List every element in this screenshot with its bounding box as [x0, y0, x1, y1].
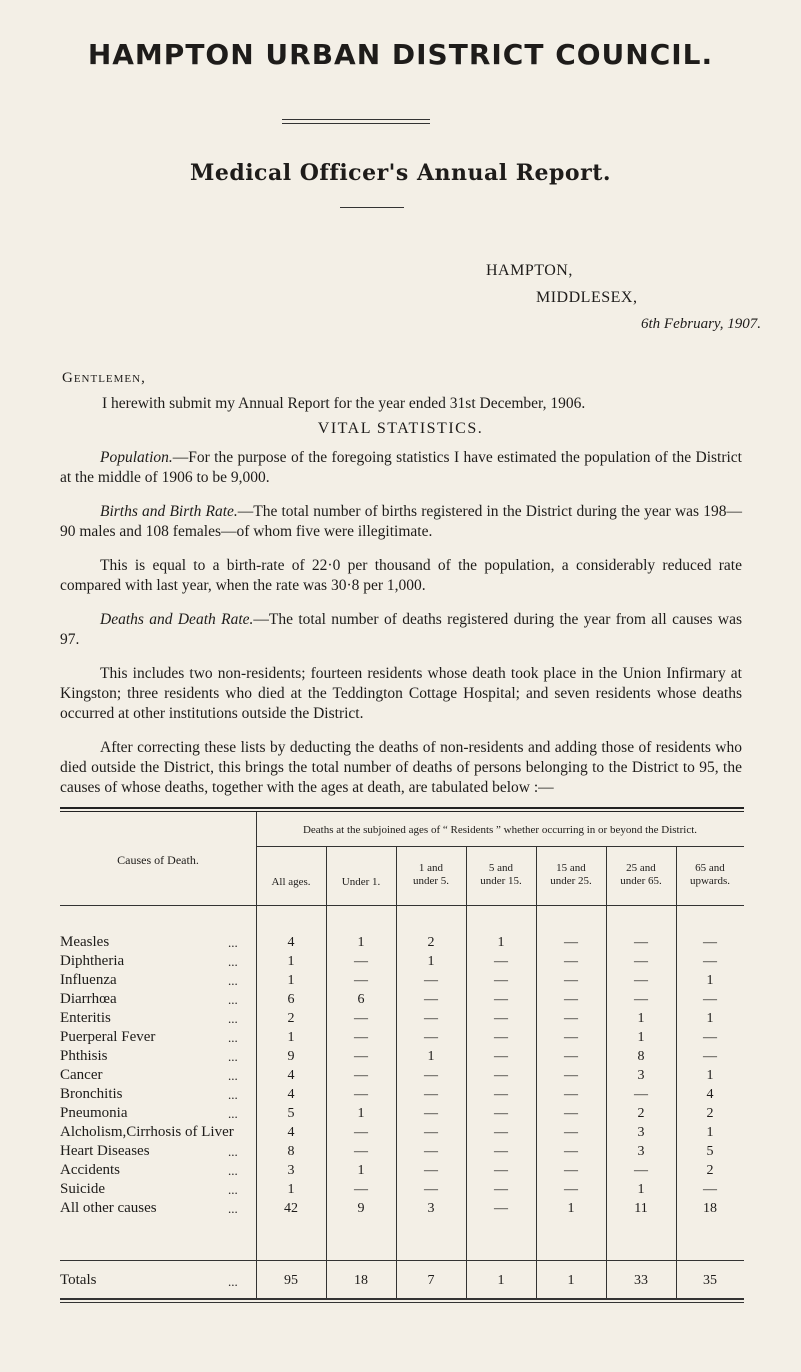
total-cell: 1 [497, 1273, 505, 1288]
table-cell: — [494, 1030, 508, 1045]
birthrate-paragraph: This is equal to a birth-rate of 22·0 per thousand of the population, a considerably reduced rate compared with last year, when the rate was 30·8 per 1,000. [60, 557, 742, 594]
table-cell: 3 [637, 1144, 645, 1159]
table-cell: — [703, 1030, 717, 1045]
cause-name: Measles [60, 934, 110, 950]
table-cell: — [703, 935, 717, 950]
column-header-line: Under 1. [341, 876, 381, 888]
leader-dots: ... [228, 1201, 238, 1216]
table-bottom-rule-thin [60, 1302, 744, 1303]
table-cell: — [354, 954, 368, 969]
double-rule-bottom [282, 123, 430, 124]
cause-name: Diarrhœa [60, 991, 117, 1007]
cause-name: Influenza [60, 972, 117, 988]
table-cell: 1 [497, 935, 505, 950]
births-label: Births and Birth Rate. [100, 503, 238, 520]
births-paragraph [60, 502, 742, 542]
deaths-label: Deaths and Death Rate. [100, 611, 254, 628]
short-rule [340, 207, 404, 208]
table-cell: 4 [287, 1087, 295, 1102]
table-cell: 1 [706, 1068, 714, 1083]
table-cell: — [564, 1011, 578, 1026]
total-cell: 7 [427, 1273, 435, 1288]
table-cell: — [424, 1182, 438, 1197]
table-cell: 1 [287, 973, 295, 988]
report-title: Medical Officer's Annual Report. [189, 160, 612, 186]
cause-column-header: Causes of Death. [117, 853, 199, 867]
table-cell: — [354, 1068, 368, 1083]
cause-name: Alcholism,Cirrhosis of Liver [60, 1124, 234, 1140]
total-cell: 95 [284, 1273, 298, 1288]
column-header-line: 5 and [488, 862, 514, 874]
table-cell: 11 [634, 1201, 648, 1216]
table-cell: — [564, 1163, 578, 1178]
cause-name: Heart Diseases [60, 1143, 150, 1159]
totals-label: Totals [60, 1272, 97, 1288]
column-header [676, 862, 744, 888]
leader-dots: ... [228, 954, 238, 969]
table-cell: — [494, 1163, 508, 1178]
column-header-line: under 5. [412, 875, 450, 887]
table-cell: — [424, 1011, 438, 1026]
table-cell: 1 [357, 1106, 365, 1121]
table-cell: 3 [637, 1068, 645, 1083]
table-cell: — [354, 1030, 368, 1045]
table-cell: 42 [284, 1201, 298, 1216]
table-cell: 3 [637, 1125, 645, 1140]
table-cell: — [494, 954, 508, 969]
cause-name: Diphtheria [60, 953, 125, 969]
column-header-line: under 65. [620, 875, 662, 887]
column-header [466, 862, 536, 888]
table-cell: 4 [287, 1068, 295, 1083]
table-cell: — [494, 1144, 508, 1159]
table-cell: — [354, 1182, 368, 1197]
table-cell: 1 [357, 935, 365, 950]
column-header-line: 25 and [626, 862, 656, 874]
table-cell: — [564, 1068, 578, 1083]
nonresidents-paragraph: This includes two non-residents; fourteen residents whose death took place in the Union Infirmary at Kingston; three residents who died at the Teddington Cottage Hospital; and seven residents whose deaths occurred at other institutions outside the District. [60, 665, 742, 722]
leader-dots: ... [228, 935, 238, 950]
leader-dots: ... [228, 1182, 238, 1197]
table-cell: — [703, 954, 717, 969]
column-header-line: All ages. [271, 876, 311, 888]
table-cell: — [424, 992, 438, 1007]
column-header-line: 15 and [556, 862, 586, 874]
cause-name: Bronchitis [60, 1086, 123, 1102]
table-cell: 2 [706, 1163, 714, 1178]
table-cell: 1 [287, 954, 295, 969]
table-cell: 4 [287, 935, 295, 950]
table-cell: — [354, 973, 368, 988]
header-bottom-rule [60, 905, 744, 906]
cause-name: Accidents [60, 1162, 120, 1178]
table-cell: 3 [427, 1201, 435, 1216]
total-cell: 18 [354, 1273, 368, 1288]
table-cell: 1 [637, 1182, 645, 1197]
table-cell: 1 [706, 973, 714, 988]
column-header [536, 862, 606, 888]
table-cell: — [354, 1049, 368, 1064]
cause-name: Phthisis [60, 1048, 108, 1064]
table-cell: 1 [287, 1030, 295, 1045]
intro-paragraph: I herewith submit my Annual Report for the year ended 31st December, 1906. [102, 395, 586, 412]
column-header-line: 65 and [695, 862, 725, 874]
age-group-header: Deaths at the subjoined ages of “ Residents ” whether occurring in or beyond the District. [302, 824, 698, 836]
table-cell: — [354, 1011, 368, 1026]
table-cell: — [494, 1011, 508, 1026]
salutation: Gentlemen, [62, 370, 146, 386]
table-cell: — [424, 1125, 438, 1140]
table-cell: 5 [706, 1144, 714, 1159]
table-cell: — [354, 1144, 368, 1159]
table-cell: 4 [706, 1087, 714, 1102]
total-cell: 1 [567, 1273, 575, 1288]
leader-dots: ... [228, 1030, 238, 1045]
column-header-line: under 15. [480, 875, 522, 887]
cause-name: Pneumonia [60, 1105, 128, 1121]
table-cell: — [494, 1087, 508, 1102]
table-cell: 1 [287, 1182, 295, 1197]
table-bottom-rule [60, 1298, 744, 1300]
table-cell: — [494, 1106, 508, 1121]
table-cell: — [424, 1163, 438, 1178]
corrected-paragraph: After correcting these lists by deducting the deaths of non-residents and adding those of residents who died outside the District, this brings the total number of deaths of persons belonging to the District to 95, the causes of whose deaths, together with the ages at death, are tabulated below :— [60, 739, 742, 796]
table-cell: 9 [287, 1049, 295, 1064]
leader-dots: ... [228, 1106, 238, 1121]
table-cell: 3 [287, 1163, 295, 1178]
leader-dots: ... [228, 973, 238, 988]
table-cell: — [354, 1125, 368, 1140]
table-cell: 1 [706, 1125, 714, 1140]
table-cell: 1 [706, 1011, 714, 1026]
cause-name: Suicide [60, 1181, 105, 1197]
column-header [326, 876, 396, 889]
leader-dots: ... [228, 1068, 238, 1083]
column-header-line: 1 and [418, 862, 444, 874]
table-cell: 1 [637, 1030, 645, 1045]
births-text: —The total number of births registered in the District during the year was 198—90 males and 108 females—of whom five were illegitimate. [60, 503, 742, 540]
leader-dots: ... [228, 1087, 238, 1102]
total-cell: 33 [634, 1273, 648, 1288]
table-cell: — [494, 1125, 508, 1140]
table-cell: — [354, 1087, 368, 1102]
table-cell: — [634, 1163, 648, 1178]
table-cell: — [494, 973, 508, 988]
table-cell: — [564, 1144, 578, 1159]
table-cell: — [634, 954, 648, 969]
table-cell: 18 [703, 1201, 717, 1216]
total-cell: 35 [703, 1273, 717, 1288]
table-cell: 6 [287, 992, 295, 1007]
population-text: —For the purpose of the foregoing statistics I have estimated the population of the District at the middle of 1906 to be 9,000. [60, 449, 742, 486]
table-cell: — [703, 992, 717, 1007]
table-cell: — [564, 1087, 578, 1102]
leader-dots: ... [228, 1049, 238, 1064]
table-cell: 9 [357, 1201, 365, 1216]
table-cell: 1 [427, 954, 435, 969]
cause-name: All other causes [60, 1200, 157, 1216]
column-header [396, 862, 466, 888]
table-top-rule-thin [60, 811, 744, 812]
table-cell: 2 [427, 935, 435, 950]
table-cell: — [634, 973, 648, 988]
age-group-rule [256, 846, 744, 847]
table-cell: — [564, 954, 578, 969]
table-cell: 1 [637, 1011, 645, 1026]
cause-name: Cancer [60, 1067, 103, 1083]
table-cell: — [494, 992, 508, 1007]
table-cell: — [634, 935, 648, 950]
table-cell: 1 [357, 1163, 365, 1178]
table-cell: — [424, 1068, 438, 1083]
population-label: Population. [100, 449, 173, 466]
table-cell: — [494, 1182, 508, 1197]
table-cell: — [703, 1182, 717, 1197]
table-cell: — [564, 1030, 578, 1045]
column-header [606, 862, 676, 888]
table-cell: 8 [287, 1144, 295, 1159]
table-top-rule [60, 807, 744, 809]
table-cell: — [703, 1049, 717, 1064]
table-cell: — [564, 1106, 578, 1121]
column-header-line: upwards. [689, 875, 731, 887]
address-line-1: HAMPTON, [486, 262, 573, 279]
table-cell: — [564, 935, 578, 950]
table-cell: — [424, 1030, 438, 1045]
table-cell: — [424, 1087, 438, 1102]
leader-dots: ... [228, 992, 238, 1007]
table-cell: — [564, 992, 578, 1007]
table-cell: 1 [567, 1201, 575, 1216]
totals-dots: ... [228, 1274, 238, 1289]
leader-dots: ... [228, 1163, 238, 1178]
leader-dots: ... [228, 1144, 238, 1159]
table-cell: 4 [287, 1125, 295, 1140]
address-line-2: MIDDLESEX, [536, 289, 638, 306]
table-cell: 2 [637, 1106, 645, 1121]
table-cell: — [494, 1068, 508, 1083]
table-cell: 6 [357, 992, 365, 1007]
table-cell: — [424, 1144, 438, 1159]
table-cell: 2 [287, 1011, 295, 1026]
totals-top-rule [60, 1260, 744, 1261]
table-cell: — [564, 1049, 578, 1064]
double-rule-top [282, 119, 430, 120]
column-header [256, 876, 326, 889]
deaths-paragraph [60, 610, 742, 650]
leader-dots: ... [228, 1011, 238, 1026]
table-cell: 2 [706, 1106, 714, 1121]
table-cell: — [634, 1087, 648, 1102]
table-cell: — [564, 1182, 578, 1197]
table-cell: — [424, 973, 438, 988]
council-title: HAMPTON URBAN DISTRICT COUNCIL. [87, 38, 714, 71]
table-cell: — [634, 992, 648, 1007]
table-cell: 1 [427, 1049, 435, 1064]
report-date: 6th February, 1907. [641, 316, 761, 332]
table-cell: — [564, 973, 578, 988]
population-paragraph [60, 448, 742, 488]
table-cell: — [564, 1125, 578, 1140]
table-cell: 8 [637, 1049, 645, 1064]
table-cell: 5 [287, 1106, 295, 1121]
cause-name: Enteritis [60, 1010, 111, 1026]
column-header-line: under 25. [550, 875, 592, 887]
cause-name: Puerperal Fever [60, 1029, 156, 1045]
section-heading: VITAL STATISTICS. [317, 420, 484, 437]
table-cell: — [424, 1106, 438, 1121]
table-cell: — [494, 1049, 508, 1064]
deaths-text: —The total number of deaths registered during the year from all causes was 97. [60, 611, 742, 648]
table-cell: — [494, 1201, 508, 1216]
